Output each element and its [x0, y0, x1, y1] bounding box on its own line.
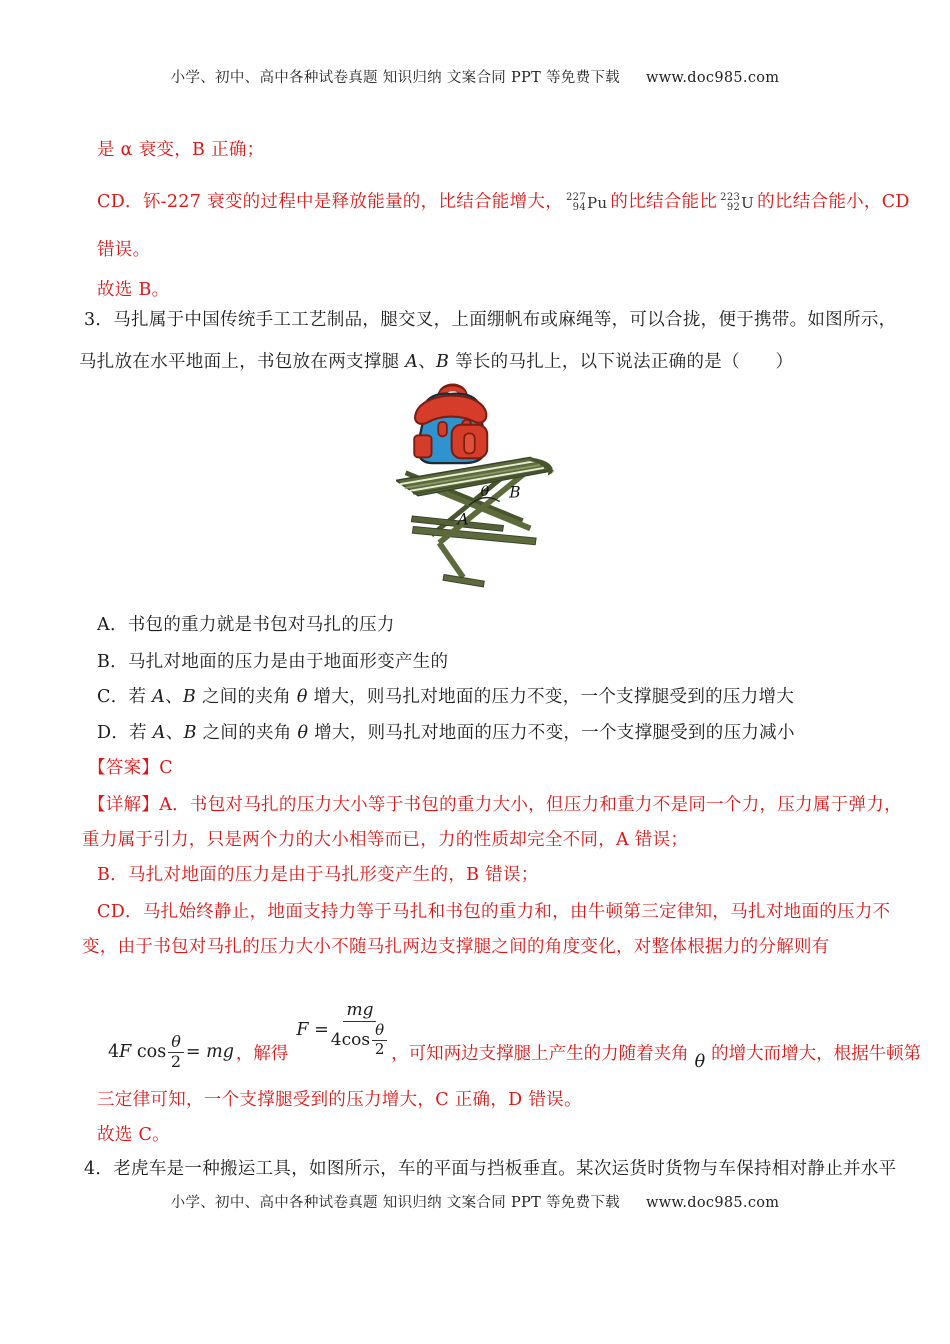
detail-line-6: 三定律可知，一个支撑腿受到的压力增大，C 正确，D 错误。	[97, 1090, 582, 1110]
stool-seat	[396, 457, 553, 495]
pu-z: 94	[572, 202, 586, 213]
option-c-part: 之间的夹角	[196, 687, 297, 707]
page-footer	[0, 1191, 950, 1215]
pu-symbol: Pu	[587, 194, 608, 212]
footer-text: 小学、初中、高中各种试卷真题 知识归纳 文案合同 PPT 等免费下载	[170, 1195, 620, 1211]
leg-a-ref: A	[405, 352, 419, 372]
option-d-part: D．若	[97, 723, 153, 743]
stem2-part: 、	[418, 352, 437, 372]
eq1-frac-den: 2	[170, 1051, 182, 1071]
stool	[396, 457, 553, 587]
pu-mass: 227	[566, 192, 586, 203]
eq1-frac-num: θ	[168, 1034, 184, 1053]
u-z: 92	[726, 202, 741, 213]
eq2-nested-den: 2	[374, 1039, 385, 1058]
option-d	[97, 721, 795, 745]
option-c-var-b: B	[182, 687, 197, 707]
detail-line-7: 故选 C。	[97, 1125, 170, 1145]
option-c-theta: θ	[296, 687, 308, 707]
u-nuclide	[720, 191, 754, 215]
q2-line2-post: 的比结合能小，CD	[757, 192, 910, 212]
eq2-nested-fraction	[372, 1023, 387, 1058]
detail-line-3: B．马扎对地面的压力是由于马扎形变产生的，B 错误；	[97, 865, 539, 885]
q2-solution-line-2	[97, 190, 910, 222]
option-c-part: 、	[165, 687, 183, 707]
option-d-part: 增大，则马扎对地面的压力不变，一个支撑腿受到的压力减小	[308, 723, 795, 743]
stool-figure-svg	[396, 383, 564, 597]
header-text: 小学、初中、高中各种试卷真题 知识归纳 文案合同 PPT 等免费下载	[170, 70, 620, 86]
option-d-var-b: B	[183, 723, 197, 743]
q3-stem-line-1: 3．马扎属于中国传统手工工艺制品，腿交叉，上面绷帆布或麻绳等，可以合拢，便于携带。如图所示，	[84, 310, 897, 330]
eq2-frac-den	[331, 1022, 389, 1058]
q3-stem-line-2	[79, 350, 793, 374]
stem2-part: 等长的马扎上，以下说法正确的是（ ）	[449, 352, 794, 372]
q2-line2-mid: 的比结合能比	[610, 192, 718, 212]
q2-solution-line-1: 是 α 衰变，B 正确；	[97, 140, 265, 160]
backpack-side-pocket	[414, 435, 431, 457]
eq2-equals: =	[314, 1020, 329, 1040]
answer-label: 【答案】C	[88, 758, 173, 778]
option-d-part: 、	[165, 723, 184, 743]
option-d-var-a: A	[152, 723, 166, 743]
stem2-part: 马扎放在水平地面上，书包放在两支撑腿	[79, 352, 406, 372]
stool-leg-lower	[439, 543, 463, 578]
option-c-part: 增大，则马扎对地面的压力不变，一个支撑腿受到的压力增大	[307, 687, 795, 707]
formula-theta: θ	[694, 1052, 706, 1072]
detail-line-5: 变，由于书包对马扎的压力大小不随马扎两边支撑腿之间的角度变化，对整体根据力的分解则有	[82, 937, 830, 957]
eq2-den-4cos: 4cos	[330, 1029, 371, 1050]
detail-line-4: CD．马扎始终静止，地面支持力等于马扎和书包的重力和，由牛顿第三定律知，马扎对地面的压力不	[97, 902, 891, 922]
leg-b-ref: B	[436, 352, 450, 372]
q4-stem-line-1: 4．老虎车是一种搬运工具，如图所示，车的平面与挡板垂直。某次运货时货物与车保持相对静止并水平	[84, 1159, 897, 1179]
eq2-frac-num: mg	[343, 1002, 376, 1022]
equation-1	[108, 1031, 234, 1071]
option-b: B．马扎对地面的压力是由于地面形变产生的	[97, 652, 449, 672]
option-c-part: C．若	[97, 687, 153, 707]
formula-line	[108, 1000, 921, 1080]
eq1-cos: cos	[136, 1042, 167, 1062]
footer-url: www.doc985.com	[645, 1195, 780, 1211]
eq2-nested-num: θ	[372, 1023, 387, 1041]
formula-after-text: ，可知两边支撑腿上产生的力随着夹角	[391, 1043, 689, 1064]
option-c	[97, 685, 794, 709]
option-d-part: 之间的夹角	[196, 723, 298, 743]
formula-tail-text: 的增大而增大，根据牛顿第	[711, 1043, 922, 1064]
q2-solution-line-3: 错误。	[97, 240, 151, 260]
backpack-pocket-tongue	[464, 433, 475, 453]
detail-line-2: 重力属于引力，只是两个力的大小相等而已，力的性质却完全不同，A 错误；	[82, 830, 689, 850]
option-d-theta: θ	[297, 723, 309, 743]
q2-answer-choice: 故选 B。	[97, 280, 170, 300]
equation-2	[296, 1002, 391, 1057]
page-header	[0, 66, 950, 90]
theta-label: θ	[480, 483, 490, 500]
eq1-coef: 4	[108, 1042, 120, 1062]
eq1-mg: mg	[206, 1042, 234, 1062]
option-a: A．书包的重力就是书包对马扎的压力	[97, 615, 395, 635]
header-url: www.doc985.com	[645, 70, 780, 86]
solve-text: ，解得	[235, 1043, 289, 1064]
stool-figure	[396, 383, 564, 597]
leg-b-label: B	[509, 483, 521, 502]
leg-a-label: A	[457, 510, 469, 529]
eq1-fraction	[168, 1031, 184, 1071]
detail-line-1: 【详解】A．书包对马扎的压力大小等于书包的重力大小，但压力和重力不是同一个力，压力属于弹力，	[88, 795, 902, 815]
q2-line2-pre: CD．钚-227 衰变的过程中是释放能量的，比结合能增大，	[97, 192, 563, 212]
eq1-equals: =	[185, 1042, 201, 1062]
backpack-strap-tab-left	[438, 422, 447, 436]
eq2-force-var: F	[296, 1020, 309, 1040]
u-mass: 223	[720, 192, 741, 203]
backpack	[414, 387, 487, 463]
eq2-fraction	[331, 1002, 389, 1057]
eq1-force-var: F	[119, 1042, 132, 1062]
stool-rail-front	[412, 526, 536, 544]
pu-nuclide	[566, 191, 607, 215]
option-c-var-a: A	[152, 687, 166, 707]
u-symbol: U	[741, 194, 755, 212]
